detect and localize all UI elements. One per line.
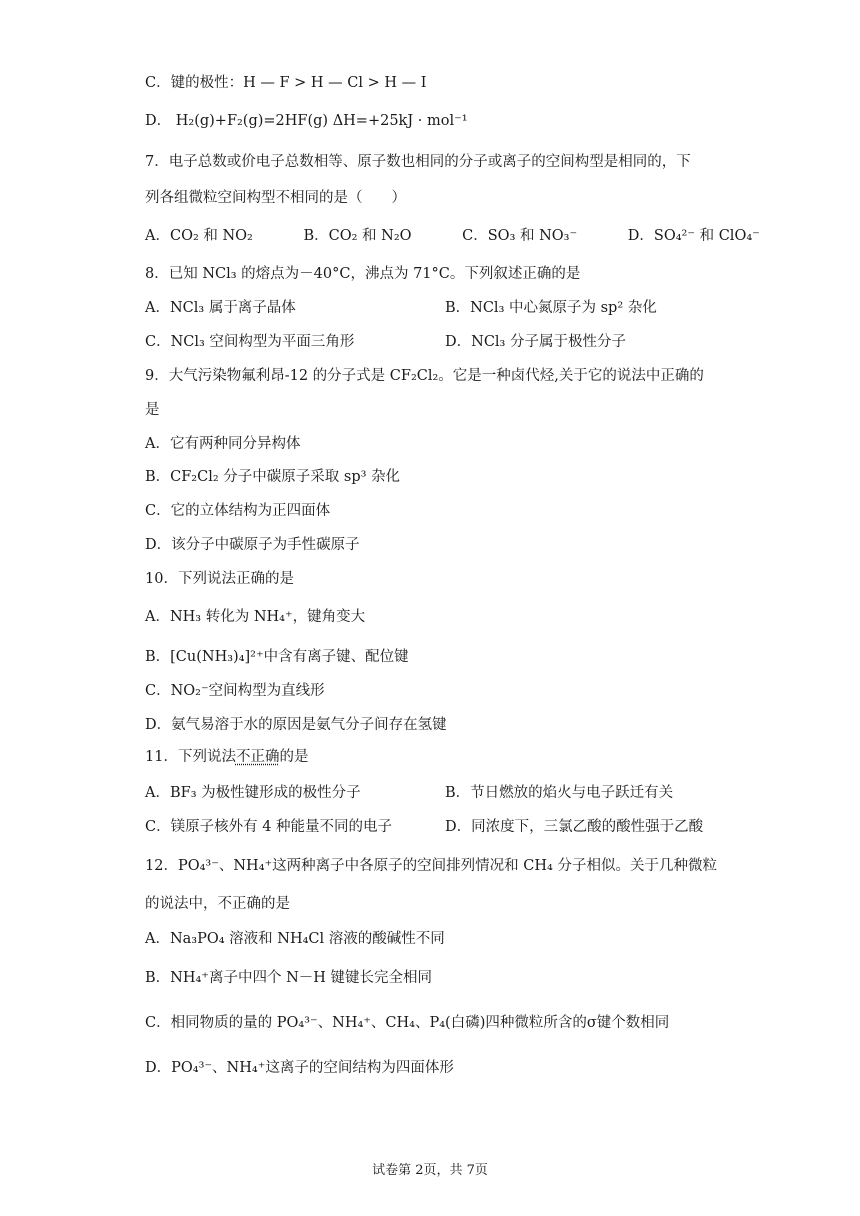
q11-option-a: A．BF₃ 为极性键形成的极性分子 — [145, 785, 361, 801]
q11-stem-suffix: 的是 — [279, 749, 309, 765]
q10-option-c: C．NO₂⁻空间构型为直线形 — [145, 683, 325, 699]
q12-option-a: A．Na₃PO₄ 溶液和 NH₄Cl 溶液的酸碱性不同 — [145, 931, 445, 947]
q10-option-b: B．[Cu(NH₃)₄]²⁺中含有离子键、配位键 — [145, 649, 409, 665]
question-12-line2: 的说法中，不正确的是 — [145, 896, 290, 912]
q12-option-b: B．NH₄⁺离子中四个 N－H 键键长完全相同 — [145, 970, 433, 986]
question-8-stem: 8．已知 NCl₃ 的熔点为－40°C，沸点为 71°C。下列叙述正确的是 — [145, 266, 581, 282]
q7-option-c: C．SO₃ 和 NO₃⁻ — [462, 228, 578, 244]
q12-option-c: C．相同物质的量的 PO₄³⁻、NH₄⁺、CH₄、P₄(白磷)四种微粒所含的σ键个数相同 — [145, 1015, 670, 1031]
q7-option-a: A．CO₂ 和 NO₂ — [145, 228, 253, 244]
question-12-line1: 12．PO₄³⁻、NH₄⁺这两种离子中各原子的空间排列情况和 CH₄ 分子相似。关于几种微粒 — [145, 858, 717, 874]
q8-option-a: A．NCl₃ 属于离子晶体 — [145, 300, 296, 316]
q11-option-d: D．同浓度下，三氯乙酸的酸性强于乙酸 — [445, 819, 704, 835]
q8-option-d: D．NCl₃ 分子属于极性分子 — [445, 334, 626, 350]
question-7-options — [145, 226, 806, 246]
q9-option-a: A．它有两种同分异构体 — [145, 436, 301, 452]
q9-option-b: B．CF₂Cl₂ 分子中碳原子采取 sp³ 杂化 — [145, 469, 401, 485]
q11-stem-prefix: 11．下列说法 — [145, 749, 236, 765]
q10-option-a: A．NH₃ 转化为 NH₄⁺，键角变大 — [145, 609, 366, 625]
question-9-line2: 是 — [145, 402, 160, 418]
question-11-stem — [145, 747, 308, 767]
q8-option-c: C．NCl₃ 空间构型为平面三角形 — [145, 334, 355, 350]
q7-option-b: B．CO₂ 和 N₂O — [303, 228, 412, 244]
option-d-enthalpy: D． H₂(g)+F₂(g)=2HF(g) ΔH=+25kJ · mol⁻¹ — [145, 113, 468, 129]
q7-option-d: D．SO₄²⁻ 和 ClO₄⁻ — [627, 228, 760, 244]
q11-stem-emphasis: 不正确 — [235, 749, 280, 765]
q11-option-b: B．节日燃放的焰火与电子跃迁有关 — [445, 785, 674, 801]
page-footer: 试卷第 2页，共 7页 — [372, 1163, 488, 1178]
q11-option-c: C．镁原子核外有 4 种能量不同的电子 — [145, 819, 393, 835]
q9-option-c: C．它的立体结构为正四面体 — [145, 503, 331, 519]
q9-option-d: D．该分子中碳原子为手性碳原子 — [145, 537, 360, 553]
question-7-line2: 列各组微粒空间构型不相同的是（ ） — [145, 190, 406, 206]
q12-option-d: D．PO₄³⁻、NH₄⁺这离子的空间结构为四面体形 — [145, 1060, 454, 1076]
question-7-line1: 7．电子总数或价电子总数相等、原子数也相同的分子或离子的空间构型是相同的，下 — [145, 154, 691, 170]
q8-option-b: B．NCl₃ 中心氮原子为 sp² 杂化 — [445, 300, 657, 316]
q10-option-d: D．氨气易溶于水的原因是氨气分子间存在氢键 — [145, 717, 447, 733]
option-c-bond-polarity: C．键的极性：H — F > H — Cl > H — I — [145, 75, 427, 91]
question-10-stem: 10．下列说法正确的是 — [145, 571, 294, 587]
question-9-line1: 9．大气污染物氟利昂-12 的分子式是 CF₂Cl₂。它是一种卤代烃,关于它的说法中正确的 — [145, 368, 704, 384]
